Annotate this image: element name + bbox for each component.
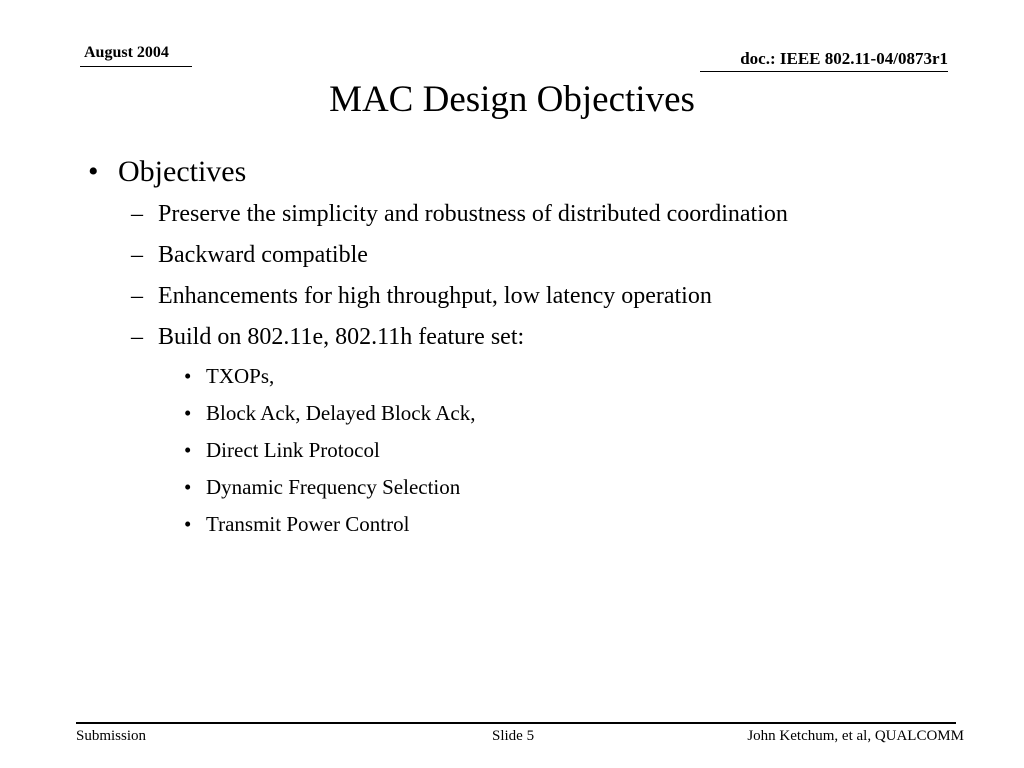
sub-bullet-build-on	[88, 317, 968, 358]
sub-bullet-text: Backward compatible	[158, 242, 368, 268]
header-date: August 2004	[84, 44, 169, 61]
sub-bullet-simplicity	[88, 194, 968, 235]
footer-slide-number: Slide 5	[492, 728, 535, 744]
footer-rule	[76, 722, 956, 724]
sub-bullet-text: Preserve the simplicity and robustness of distributed coordination	[158, 201, 788, 227]
feature-dfs	[88, 469, 968, 506]
bullet-icon: •	[184, 438, 192, 462]
bullet-icon: •	[88, 155, 99, 188]
bullet-icon: •	[184, 475, 192, 499]
feature-tpc	[88, 506, 968, 543]
slide-body	[88, 152, 968, 543]
dash-icon: –	[131, 283, 143, 309]
sub-bullet-enhancements	[88, 276, 968, 317]
bullet-icon: •	[184, 364, 192, 388]
footer-submission: Submission	[76, 728, 147, 744]
dash-icon: –	[131, 242, 143, 268]
bullet-text: Objectives	[118, 155, 247, 188]
feature-text: Dynamic Frequency Selection	[206, 475, 461, 499]
slide-title: MAC Design Objectives	[329, 79, 695, 120]
feature-direct-link	[88, 432, 968, 469]
feature-text: Block Ack, Delayed Block Ack,	[206, 401, 476, 425]
header-doc-underline	[700, 71, 948, 72]
footer-author: John Ketchum, et al, QUALCOMM	[747, 728, 964, 744]
feature-text: Direct Link Protocol	[206, 438, 380, 462]
dash-icon: –	[131, 324, 143, 350]
feature-block-ack	[88, 395, 968, 432]
header-doc-id: doc.: IEEE 802.11-04/0873r1	[740, 49, 948, 68]
dash-icon: –	[131, 201, 143, 227]
bullet-icon: •	[184, 512, 192, 536]
bullet-icon: •	[184, 401, 192, 425]
sub-bullet-text: Build on 802.11e, 802.11h feature set:	[158, 324, 525, 350]
sub-bullet-backward-compatible	[88, 235, 968, 276]
feature-text: Transmit Power Control	[206, 512, 410, 536]
header-date-underline	[80, 66, 192, 67]
feature-txops	[88, 358, 968, 395]
sub-bullet-text: Enhancements for high throughput, low latency operation	[158, 283, 712, 309]
bullet-objectives	[88, 152, 968, 192]
feature-text: TXOPs,	[206, 364, 275, 388]
